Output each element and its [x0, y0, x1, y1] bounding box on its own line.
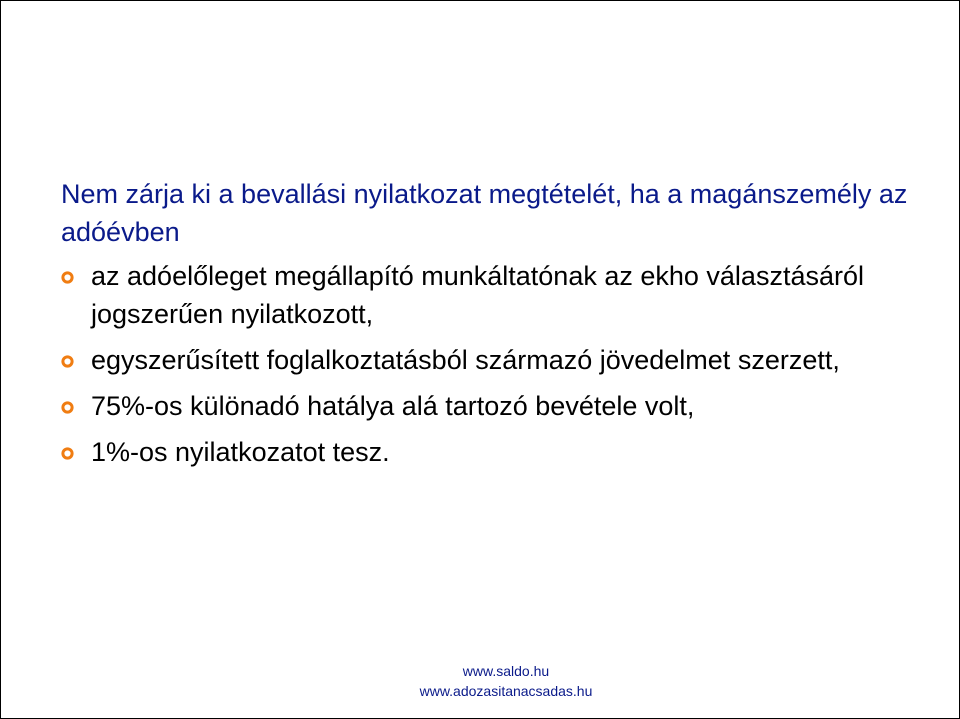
- bullet-item: [61, 387, 941, 425]
- orange-ring-bullet-icon: [61, 401, 74, 414]
- orange-ring-bullet-icon: [61, 447, 74, 460]
- bullet-text: 75%-os különadó hatálya alá tartozó bevétele volt,: [91, 391, 695, 421]
- bullet-item: [61, 257, 941, 333]
- bullet-text: az adóelőleget megállapító munkáltatónak az ekho választásáról jogszerűen nyilatkozott,: [91, 261, 864, 329]
- bullet-list: [61, 257, 941, 479]
- bullet-item: [61, 341, 941, 379]
- bullet-text: egyszerűsített foglalkoztatásból származó jövedelmet szerzett,: [91, 345, 840, 375]
- footer-link-saldo[interactable]: www.saldo.hu: [462, 663, 550, 679]
- footer-link-adozasitanacsadas[interactable]: www.adozasitanacsadas.hu: [419, 683, 593, 699]
- intro-text: Nem zárja ki a bevallási nyilatkozat megtételét, ha a magánszemély az adóévben: [61, 179, 908, 247]
- orange-ring-bullet-icon: [61, 271, 74, 284]
- bullet-item: [61, 433, 941, 471]
- bullet-text: 1%-os nyilatkozatot tesz.: [91, 437, 390, 467]
- orange-ring-bullet-icon: [61, 355, 74, 368]
